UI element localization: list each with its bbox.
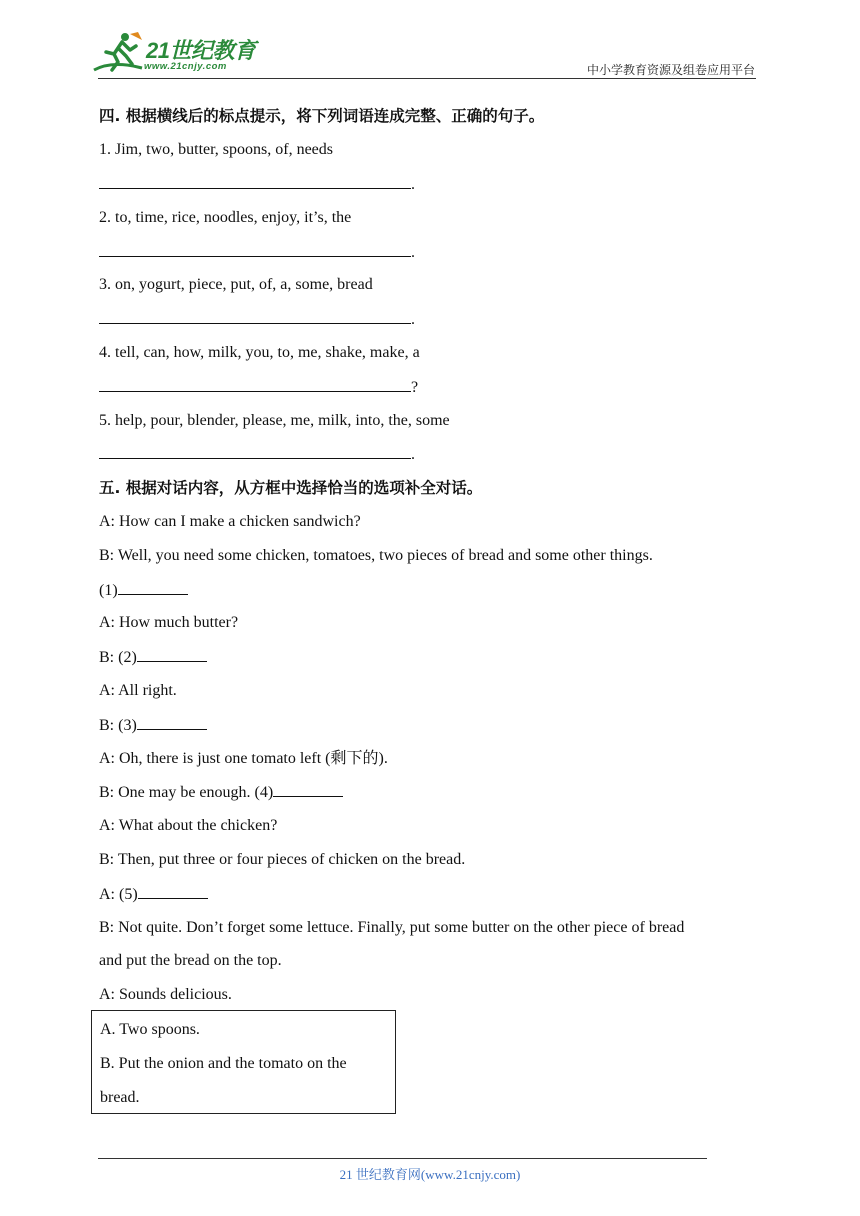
dialogue-line: B: Then, put three or four pieces of chicken on the bread. [99,851,466,868]
question-3-answer-line [99,309,415,330]
option-b: B. Put the onion and the tomato on the [100,1055,347,1072]
question-2-prompt: 2. to, time, rice, noodles, enjoy, it’s, the [99,209,352,226]
footer-site-link[interactable]: 21 世纪教育网(www.21cnjy.com) [339,1167,521,1182]
options-box [91,1010,396,1114]
dialogue-line: B: Well, you need some chicken, tomatoes, two pieces of bread and some other things. [99,547,653,564]
answer-blank [99,444,411,459]
header-divider [98,78,756,79]
question-3-prompt: 3. on, yogurt, piece, put, of, a, some, bread [99,276,373,293]
question-4-answer-line [99,377,418,398]
site-logo [92,30,262,78]
dialogue-line: A: All right. [99,682,177,699]
question-4-prompt: 4. tell, can, how, milk, you, to, me, shake, make, a [99,344,420,361]
dialogue-line: A: How can I make a chicken sandwich? [99,513,361,530]
dialogue-line-blank-3: B: (3) [99,715,207,736]
answer-blank [273,782,343,797]
question-1-prompt: 1. Jim, two, butter, spoons, of, needs [99,141,334,158]
dialogue-line-blank-2: B: (2) [99,647,207,668]
end-punctuation: . [411,176,415,193]
option-a: A. Two spoons. [100,1021,200,1038]
dialogue-line: A: Oh, there is just one tomato left (剩下的). [99,750,388,767]
section-4-heading: 四. 根据横线后的标点提示，将下列词语连成完整、正确的句子。 [99,107,545,125]
dialogue-line: B: Not quite. Don’t forget some lettuce. Finally, put some butter on the other piece of bread [99,919,685,936]
dialogue-line-blank-5: A: (5) [99,884,208,905]
end-punctuation: . [411,244,415,261]
dialogue-line-blank-4: B: One may be enough. (4) [99,782,343,803]
end-punctuation: . [411,311,415,328]
answer-blank [99,377,411,392]
dialogue-line-blank-1: (1) [99,580,188,601]
answer-blank [138,884,208,899]
answer-blank [99,242,411,257]
option-b-continued: bread. [100,1089,140,1106]
logo-text: 21世纪教育 [146,38,256,63]
answer-blank [137,715,207,730]
end-punctuation: ? [411,379,419,396]
answer-blank [118,580,188,595]
page-header [0,0,860,80]
dialogue-line: A: Sounds delicious. [99,986,232,1003]
answer-blank [99,309,411,324]
question-2-answer-line [99,242,415,263]
dialogue-line: A: How much butter? [99,614,239,631]
section-5-heading: 五. 根据对话内容，从方框中选择恰当的选项补全对话。 [99,479,483,497]
dialogue-line: and put the bread on the top. [99,952,282,969]
runner-icon [92,30,144,76]
answer-blank [99,174,411,189]
end-punctuation: . [411,446,415,463]
header-platform-name: 中小学教育资源及组卷应用平台 [586,63,755,77]
answer-blank [137,647,207,662]
question-5-prompt: 5. help, pour, blender, please, me, milk, into, the, some [99,412,450,429]
dialogue-line: A: What about the chicken? [99,817,278,834]
question-1-answer-line [99,174,415,195]
logo-url: www.21cnjy.com [144,61,227,72]
question-5-answer-line [99,444,415,465]
footer-divider [98,1158,707,1159]
